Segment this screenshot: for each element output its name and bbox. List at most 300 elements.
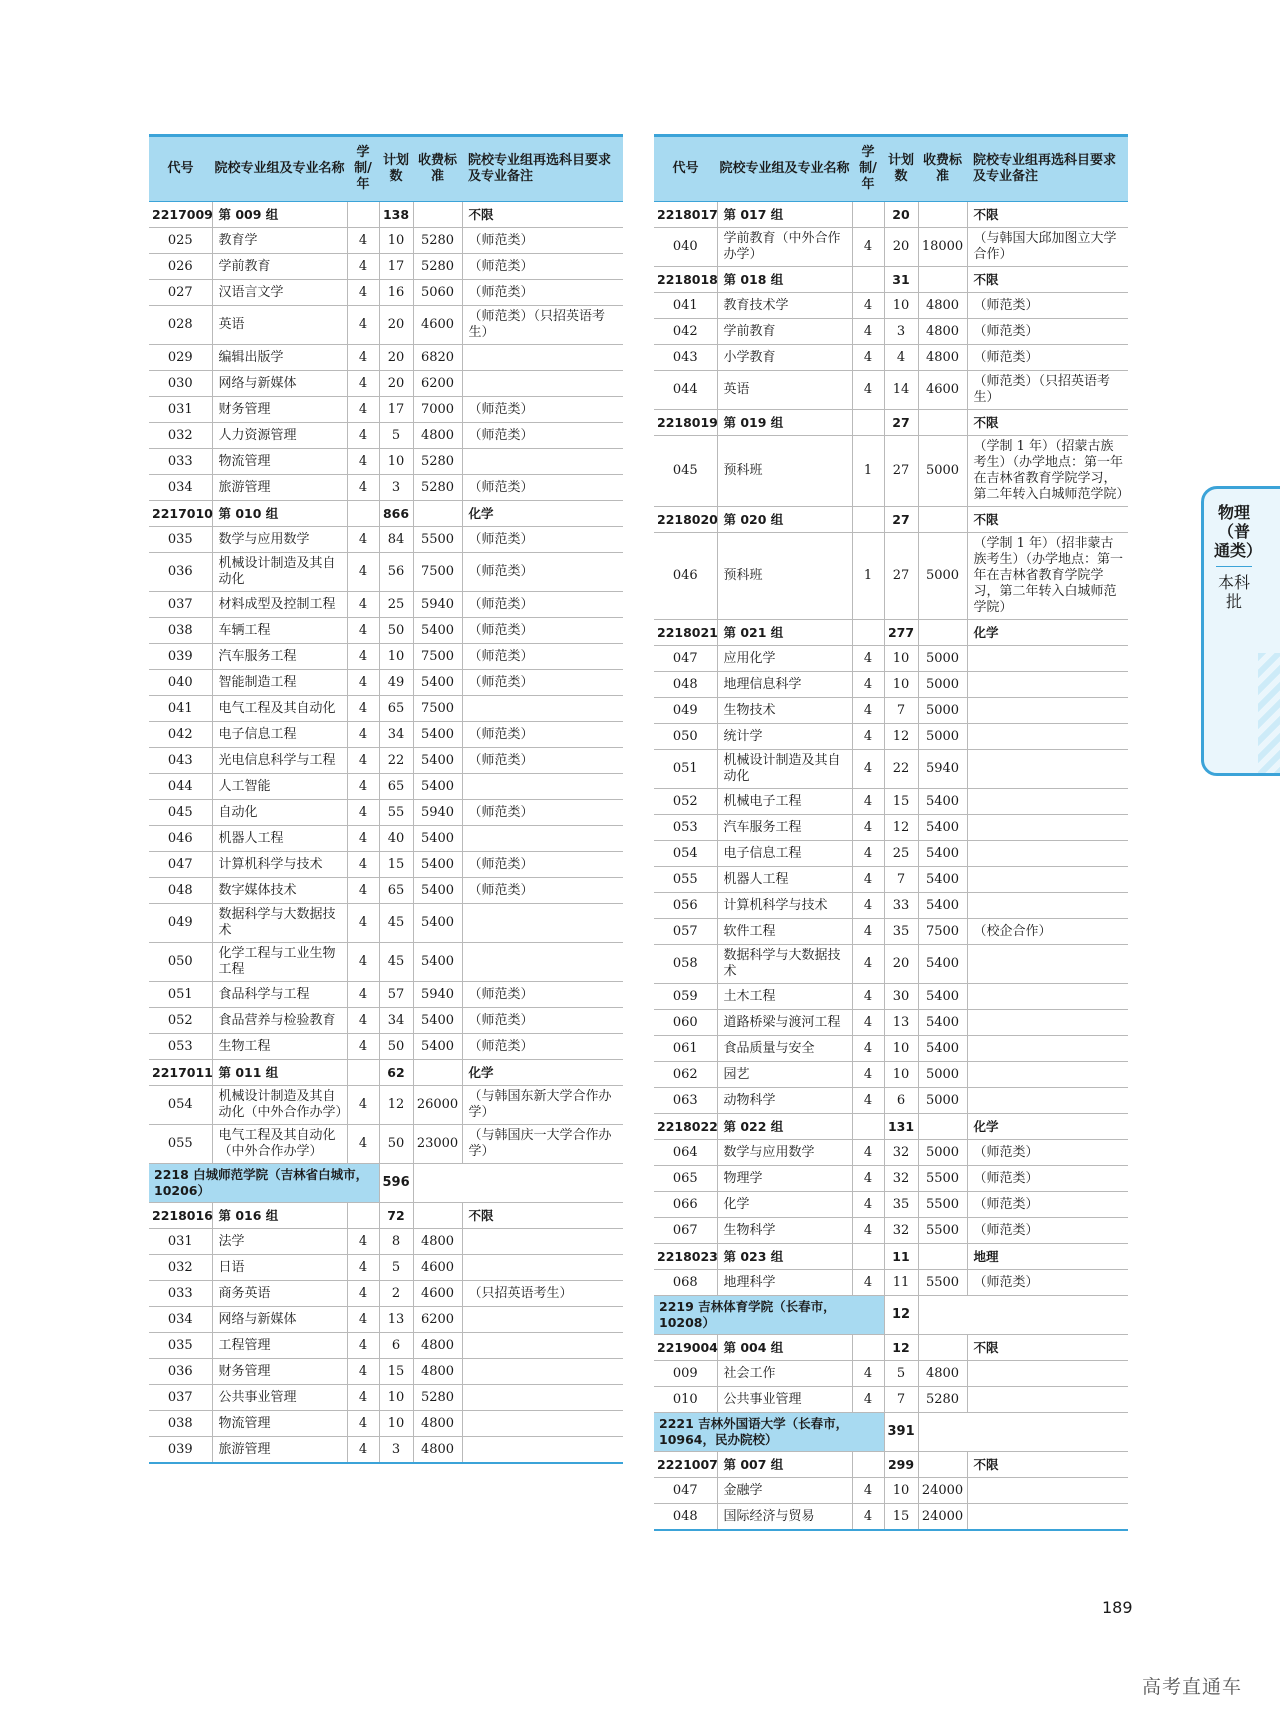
major-code: 053 (654, 815, 717, 841)
empty-cell (347, 202, 379, 228)
major-plan: 10 (379, 449, 413, 475)
group-code: 2221007 (654, 1452, 717, 1478)
group-row (654, 1335, 1128, 1361)
major-name: 计算机科学与技术 (212, 852, 347, 878)
major-name: 法学 (212, 1229, 347, 1255)
major-name: 汽车服务工程 (212, 644, 347, 670)
major-fee: 5400 (413, 618, 462, 644)
major-note (462, 1385, 623, 1411)
major-fee: 7500 (918, 919, 967, 945)
major-code: 060 (654, 1010, 717, 1036)
major-name: 食品科学与工程 (212, 982, 347, 1008)
major-plan: 7 (884, 698, 918, 724)
major-row (149, 345, 623, 371)
major-fee: 5500 (918, 1192, 967, 1218)
major-years: 4 (852, 750, 884, 789)
major-code: 010 (654, 1387, 717, 1413)
major-years: 4 (347, 1359, 379, 1385)
major-fee: 5000 (918, 646, 967, 672)
header-fee: 收费标准 (413, 136, 462, 202)
group-requirement: 化学 (967, 1114, 1128, 1140)
major-name: 汉语言文学 (212, 280, 347, 306)
major-years: 4 (852, 371, 884, 410)
major-code: 030 (149, 371, 212, 397)
major-years: 4 (347, 1385, 379, 1411)
major-fee: 5500 (918, 1218, 967, 1244)
major-years: 4 (347, 371, 379, 397)
major-row (654, 919, 1128, 945)
major-fee: 26000 (413, 1086, 462, 1125)
major-fee: 5500 (413, 527, 462, 553)
major-row (149, 748, 623, 774)
group-requirement: 化学 (967, 620, 1128, 646)
empty-cell (918, 267, 967, 293)
empty-cell (347, 1060, 379, 1086)
major-years: 4 (347, 1125, 379, 1164)
major-name: 数据科学与大数据技术 (212, 904, 347, 943)
group-name: 第 007 组 (717, 1452, 852, 1478)
group-name: 第 010 组 (212, 501, 347, 527)
header-name: 院校专业组及专业名称 (212, 136, 347, 202)
group-name: 第 011 组 (212, 1060, 347, 1086)
major-name: 社会工作 (717, 1361, 852, 1387)
major-name: 编辑出版学 (212, 345, 347, 371)
group-name: 第 016 组 (212, 1203, 347, 1229)
group-plan: 72 (379, 1203, 413, 1229)
major-fee: 5400 (918, 1036, 967, 1062)
major-note (462, 1359, 623, 1385)
major-note: （师范类）（只招英语考生） (967, 371, 1128, 410)
major-fee: 6820 (413, 345, 462, 371)
major-code: 043 (654, 345, 717, 371)
major-name: 电子信息工程 (212, 722, 347, 748)
major-plan: 13 (884, 1010, 918, 1036)
major-years: 4 (347, 670, 379, 696)
table-header-row (149, 136, 623, 202)
major-years: 4 (852, 984, 884, 1010)
major-plan: 13 (379, 1307, 413, 1333)
major-code: 034 (149, 1307, 212, 1333)
major-code: 037 (149, 1385, 212, 1411)
major-code: 035 (149, 1333, 212, 1359)
major-plan: 10 (379, 644, 413, 670)
major-years: 4 (852, 919, 884, 945)
major-code: 061 (654, 1036, 717, 1062)
major-fee: 5500 (918, 1270, 967, 1296)
major-name: 动物科学 (717, 1088, 852, 1114)
major-row (654, 1478, 1128, 1504)
header-fee: 收费标准 (918, 136, 967, 202)
major-row (149, 449, 623, 475)
empty-cell (918, 1413, 1128, 1452)
major-years: 4 (347, 644, 379, 670)
major-fee: 7500 (413, 644, 462, 670)
group-name: 第 020 组 (717, 507, 852, 533)
major-years: 4 (852, 815, 884, 841)
group-row (149, 1060, 623, 1086)
major-name: 网络与新媒体 (212, 1307, 347, 1333)
major-plan: 10 (379, 1385, 413, 1411)
major-years: 4 (347, 1281, 379, 1307)
school-plan: 596 (379, 1164, 413, 1203)
major-code: 041 (654, 293, 717, 319)
major-row (654, 319, 1128, 345)
major-name: 光电信息科学与工程 (212, 748, 347, 774)
header-years: 学制/年 (347, 136, 379, 202)
major-code: 042 (654, 319, 717, 345)
major-row (149, 1385, 623, 1411)
group-row (149, 202, 623, 228)
major-plan: 34 (379, 722, 413, 748)
major-note: （学制 1 年）（招蒙古族考生）（办学地点：第一年在吉林省教育学院学习，第二年转入白城师范学院） (967, 436, 1128, 507)
major-note: （师范类） (462, 618, 623, 644)
major-name: 财务管理 (212, 397, 347, 423)
major-fee: 5280 (413, 475, 462, 501)
group-code: 2218018 (654, 267, 717, 293)
major-name: 预科班 (717, 436, 852, 507)
empty-cell (852, 202, 884, 228)
major-name: 机械设计制造及其自动化（中外合作办学） (212, 1086, 347, 1125)
major-note: （师范类） (967, 1140, 1128, 1166)
major-row (149, 1333, 623, 1359)
group-requirement: 地理 (967, 1244, 1128, 1270)
group-plan: 62 (379, 1060, 413, 1086)
group-name: 第 018 组 (717, 267, 852, 293)
major-code: 047 (654, 1478, 717, 1504)
empty-cell (918, 1452, 967, 1478)
major-plan: 10 (884, 293, 918, 319)
major-note (967, 841, 1128, 867)
group-name: 第 009 组 (212, 202, 347, 228)
group-row (654, 1114, 1128, 1140)
empty-cell (413, 202, 462, 228)
group-plan: 27 (884, 507, 918, 533)
major-name: 计算机科学与技术 (717, 893, 852, 919)
major-row (149, 475, 623, 501)
group-name: 第 019 组 (717, 410, 852, 436)
group-requirement: 不限 (967, 507, 1128, 533)
major-plan: 65 (379, 774, 413, 800)
major-years: 4 (347, 852, 379, 878)
major-fee: 5400 (918, 841, 967, 867)
major-plan: 20 (379, 371, 413, 397)
major-years: 4 (347, 592, 379, 618)
major-fee: 5280 (918, 1387, 967, 1413)
major-name: 商务英语 (212, 1281, 347, 1307)
major-note (462, 943, 623, 982)
major-name: 公共事业管理 (717, 1387, 852, 1413)
major-note: （师范类） (462, 722, 623, 748)
major-fee: 23000 (413, 1125, 462, 1164)
group-code: 2218020 (654, 507, 717, 533)
major-row (149, 1359, 623, 1385)
major-note: （师范类） (462, 878, 623, 904)
major-plan: 65 (379, 878, 413, 904)
major-name: 生物技术 (717, 698, 852, 724)
major-name: 工程管理 (212, 1333, 347, 1359)
major-fee: 18000 (918, 228, 967, 267)
major-row (654, 1361, 1128, 1387)
group-row (654, 1244, 1128, 1270)
major-fee: 5400 (413, 904, 462, 943)
major-note: （师范类） (462, 852, 623, 878)
major-fee: 5400 (413, 943, 462, 982)
major-years: 4 (347, 228, 379, 254)
major-row (149, 696, 623, 722)
major-years: 4 (347, 1411, 379, 1437)
major-note (967, 867, 1128, 893)
group-name: 第 017 组 (717, 202, 852, 228)
group-requirement: 化学 (462, 501, 623, 527)
major-row (149, 878, 623, 904)
major-row (149, 943, 623, 982)
major-name: 化学 (717, 1192, 852, 1218)
major-name: 旅游管理 (212, 475, 347, 501)
major-name: 金融学 (717, 1478, 852, 1504)
major-name: 生物工程 (212, 1034, 347, 1060)
major-plan: 32 (884, 1140, 918, 1166)
major-fee: 7000 (413, 397, 462, 423)
major-plan: 12 (884, 815, 918, 841)
major-note: （师范类） (462, 670, 623, 696)
group-row (149, 1203, 623, 1229)
major-years: 4 (347, 1086, 379, 1125)
major-code: 050 (149, 943, 212, 982)
major-note: （师范类） (462, 423, 623, 449)
major-name: 地理科学 (717, 1270, 852, 1296)
major-code: 048 (654, 1504, 717, 1531)
major-name: 数学与应用数学 (717, 1140, 852, 1166)
major-plan: 15 (379, 1359, 413, 1385)
major-plan: 15 (379, 852, 413, 878)
major-fee: 6200 (413, 371, 462, 397)
major-plan: 35 (884, 919, 918, 945)
major-plan: 49 (379, 670, 413, 696)
major-row (149, 1437, 623, 1464)
major-row (149, 553, 623, 592)
major-code: 053 (149, 1034, 212, 1060)
major-row (654, 228, 1128, 267)
table-body-left (149, 202, 623, 1464)
group-plan: 138 (379, 202, 413, 228)
group-name: 第 022 组 (717, 1114, 852, 1140)
major-fee: 4600 (413, 1255, 462, 1281)
group-code: 2219004 (654, 1335, 717, 1361)
major-code: 028 (149, 306, 212, 345)
group-row (654, 620, 1128, 646)
major-note (967, 945, 1128, 984)
major-plan: 6 (379, 1333, 413, 1359)
major-code: 067 (654, 1218, 717, 1244)
major-years: 4 (852, 1387, 884, 1413)
major-row (149, 1281, 623, 1307)
major-years: 4 (347, 1333, 379, 1359)
major-years: 4 (347, 696, 379, 722)
major-plan: 16 (379, 280, 413, 306)
major-note (967, 1088, 1128, 1114)
major-code: 057 (654, 919, 717, 945)
major-fee: 5000 (918, 672, 967, 698)
major-code: 042 (149, 722, 212, 748)
page-number: 189 (1102, 1598, 1133, 1617)
major-code: 036 (149, 553, 212, 592)
major-name: 园艺 (717, 1062, 852, 1088)
major-note: （师范类） (967, 1270, 1128, 1296)
major-note: （师范类） (462, 228, 623, 254)
major-code: 052 (654, 789, 717, 815)
major-row (149, 280, 623, 306)
header-plan: 计划数 (379, 136, 413, 202)
major-note (967, 1010, 1128, 1036)
major-years: 4 (852, 672, 884, 698)
major-years: 4 (347, 475, 379, 501)
major-years: 4 (852, 228, 884, 267)
major-note (967, 1036, 1128, 1062)
major-fee: 4800 (918, 293, 967, 319)
major-fee: 5280 (413, 228, 462, 254)
major-fee: 5400 (413, 826, 462, 852)
major-fee: 24000 (918, 1478, 967, 1504)
empty-cell (347, 1203, 379, 1229)
major-name: 统计学 (717, 724, 852, 750)
major-note: （师范类） (967, 1166, 1128, 1192)
major-years: 4 (347, 449, 379, 475)
major-code: 054 (149, 1086, 212, 1125)
header-code: 代号 (149, 136, 212, 202)
major-plan: 25 (884, 841, 918, 867)
major-row (149, 982, 623, 1008)
school-name: 2221 吉林外国语大学（长春市，10964，民办院校） (654, 1413, 884, 1452)
major-code: 033 (149, 1281, 212, 1307)
school-name: 2219 吉林体育学院（长春市，10208） (654, 1296, 884, 1335)
major-code: 009 (654, 1361, 717, 1387)
major-years: 4 (852, 345, 884, 371)
empty-cell (918, 620, 967, 646)
major-fee: 4800 (413, 1411, 462, 1437)
major-fee: 4800 (413, 1437, 462, 1464)
major-row (149, 397, 623, 423)
major-note (967, 1387, 1128, 1413)
major-note: （师范类） (462, 397, 623, 423)
major-fee: 4600 (413, 1281, 462, 1307)
major-code: 052 (149, 1008, 212, 1034)
major-plan: 20 (379, 306, 413, 345)
major-fee: 5940 (413, 592, 462, 618)
group-code: 2218021 (654, 620, 717, 646)
major-years: 4 (347, 423, 379, 449)
major-name: 智能制造工程 (212, 670, 347, 696)
major-plan: 17 (379, 254, 413, 280)
major-name: 教育技术学 (717, 293, 852, 319)
major-years: 4 (852, 1036, 884, 1062)
major-years: 4 (852, 1062, 884, 1088)
major-years: 4 (347, 878, 379, 904)
major-fee: 5400 (413, 852, 462, 878)
empty-cell (413, 1164, 623, 1203)
major-fee: 4600 (918, 371, 967, 410)
major-code: 044 (149, 774, 212, 800)
major-years: 4 (852, 1361, 884, 1387)
major-code: 040 (654, 228, 717, 267)
group-requirement: 化学 (462, 1060, 623, 1086)
major-name: 数字媒体技术 (212, 878, 347, 904)
group-row (654, 507, 1128, 533)
major-note (462, 696, 623, 722)
section-side-tab (1201, 486, 1280, 776)
major-row (654, 293, 1128, 319)
major-years: 4 (347, 1008, 379, 1034)
major-years: 4 (852, 1504, 884, 1531)
major-fee: 5280 (413, 449, 462, 475)
major-row (654, 533, 1128, 620)
major-code: 055 (654, 867, 717, 893)
major-row (654, 945, 1128, 984)
major-years: 4 (852, 1010, 884, 1036)
major-plan: 7 (884, 867, 918, 893)
group-code: 2218017 (654, 202, 717, 228)
major-code: 039 (149, 644, 212, 670)
major-years: 4 (852, 1166, 884, 1192)
major-plan: 3 (884, 319, 918, 345)
empty-cell (347, 501, 379, 527)
major-name: 汽车服务工程 (717, 815, 852, 841)
major-row (654, 1270, 1128, 1296)
major-years: 4 (852, 1478, 884, 1504)
major-row (654, 672, 1128, 698)
table-header-row (654, 136, 1128, 202)
header-plan: 计划数 (884, 136, 918, 202)
group-plan: 12 (884, 1335, 918, 1361)
major-plan: 45 (379, 943, 413, 982)
group-row (654, 410, 1128, 436)
major-note (967, 724, 1128, 750)
major-plan: 57 (379, 982, 413, 1008)
major-note (967, 1478, 1128, 1504)
major-note: （师范类） (462, 527, 623, 553)
group-plan: 27 (884, 410, 918, 436)
major-code: 046 (654, 533, 717, 620)
major-code: 027 (149, 280, 212, 306)
major-row (149, 306, 623, 345)
major-fee: 5000 (918, 1062, 967, 1088)
major-plan: 8 (379, 1229, 413, 1255)
major-name: 地理信息科学 (717, 672, 852, 698)
major-years: 4 (852, 698, 884, 724)
major-row (149, 1411, 623, 1437)
school-plan: 12 (884, 1296, 918, 1335)
major-name: 英语 (212, 306, 347, 345)
major-name: 软件工程 (717, 919, 852, 945)
major-years: 4 (347, 1255, 379, 1281)
major-name: 网络与新媒体 (212, 371, 347, 397)
major-plan: 50 (379, 1125, 413, 1164)
major-fee: 5400 (918, 867, 967, 893)
major-note: （师范类） (967, 319, 1128, 345)
major-plan: 10 (884, 646, 918, 672)
major-code: 038 (149, 618, 212, 644)
major-plan: 15 (884, 1504, 918, 1531)
major-note: （师范类） (462, 553, 623, 592)
major-plan: 11 (884, 1270, 918, 1296)
group-name: 第 023 组 (717, 1244, 852, 1270)
major-plan: 55 (379, 800, 413, 826)
major-note (967, 893, 1128, 919)
major-code: 031 (149, 397, 212, 423)
major-row (654, 1387, 1128, 1413)
major-note (462, 826, 623, 852)
major-plan: 3 (379, 475, 413, 501)
major-note: （与韩国东新大学合作办学） (462, 1086, 623, 1125)
